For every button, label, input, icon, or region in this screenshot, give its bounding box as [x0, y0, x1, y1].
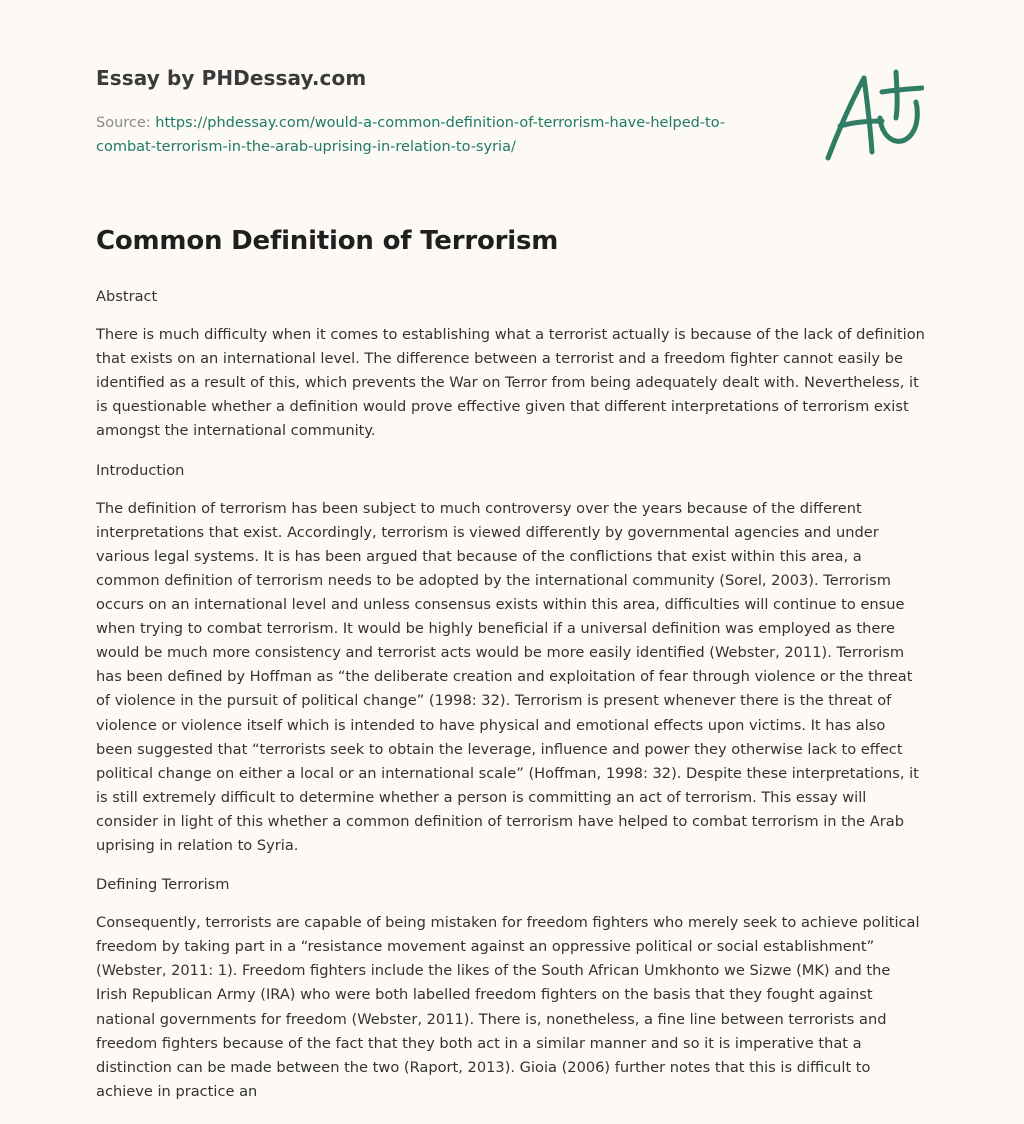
source-line — [96, 111, 776, 159]
section-heading-introduction: Introduction — [96, 461, 185, 479]
source-link-line-1: https://phdessay.com/would-a-common-definition-of-terrorism-have-helped-to- — [155, 115, 726, 131]
source-label: Source: — [96, 115, 151, 131]
section-heading-abstract: Abstract — [96, 288, 158, 305]
section-heading-defining-terrorism: Defining Terrorism — [96, 876, 230, 894]
essay-title: Common Definition of Terrorism — [96, 226, 559, 256]
essay-body — [96, 285, 926, 1119]
source-link-line-2: combat-terrorism-in-the-arab-uprising-in-relation-to-syria/ — [96, 139, 516, 155]
paragraph-abstract: There is much difficulty when it comes to establishing what a terrorist actually is because of the lack of definition that exists on an international level. The difference between a terrorist and a freedom fighter cannot easily be identified as a result of this, which prevents the War on Terror from being adequately dealt with. Nevertheless, it is questionable whether a definition would prove effective given that different interpretations of terrorism exist amongst the international community. — [96, 326, 925, 440]
source-link[interactable] — [96, 115, 725, 155]
a-plus-icon — [820, 66, 924, 166]
paragraph-defining-terrorism: Consequently, terrorists are capable of being mistaken for freedom fighters who merely seek to achieve political freedom by taking part in a “resistance movement against an oppressive political or social establishment” (Webster, 2011: 1). Freedom fighters include the likes of the South African Umkhonto we Sizwe (MK) and the Irish Republican Army (IRA) who were both labelled freedom fighters on the basis that they fought against national governments for freedom (Webster, 2011). There is, nonetheless, a fine line between terrorists and freedom fighters because of the fact that they both act in a similar manner and so it is imperative that a distinction can be made between the two (Raport, 2013). Gioia (2006) further notes that this is difficult to achieve in practice an — [96, 914, 920, 1100]
site-brand: Essay by PHDessay.com — [96, 66, 367, 90]
paragraph-introduction: The definition of terrorism has been subject to much controversy over the years because of the different interpretations that exist. Accordingly, terrorism is viewed differently by governmental agencies and under various legal systems. It is has been argued that because of the conflictions that exist within this area, a common definition of terrorism needs to be adopted by the international community (Sorel, 2003). Terrorism occurs on an international level and unless consensus exists within this area, difficulties will continue to ensue when trying to combat terrorism. It would be highly beneficial if a universal definition was employed as there would be much more consistency and terrorist acts would be more easily identified (Webster, 2011). Terrorism has been defined by Hoffman as “the deliberate creation and exploitation of fear through violence or the threat of violence in the pursuit of political change” (1998: 32). Terrorism is present whenever there is the threat of violence or violence itself which is intended to have physical and emotional effects upon victims. It has also been suggested that “terrorists seek to obtain the leverage, influence and power they otherwise lack to effect political change on either a local or an international scale” (Hoffman, 1998: 32). Despite these interpretations, it is still extremely difficult to determine whether a person is committing an act of terrorism. This essay will consider in light of this whether a common definition of terrorism have helped to combat terrorism in the Arab uprising in relation to Syria. — [96, 499, 919, 854]
